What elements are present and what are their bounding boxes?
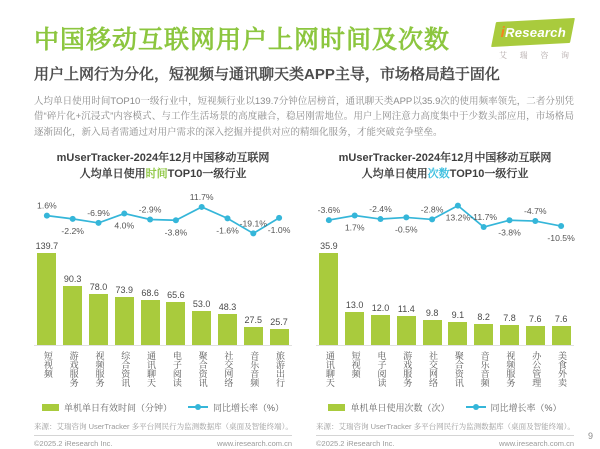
chart-panel-usage-count xyxy=(316,151,574,448)
logo-cn-char: 询 xyxy=(560,51,569,60)
bar-column xyxy=(471,312,497,345)
bar-value-label: 68.6 xyxy=(141,288,159,299)
bar xyxy=(448,322,467,345)
category-label-text: 办公管理 xyxy=(531,351,542,388)
chart-title xyxy=(316,151,574,182)
bar-value-label: 9.1 xyxy=(451,310,465,321)
bar-column xyxy=(189,299,215,346)
chart-title-line2-suffix: TOP10一级行业 xyxy=(167,167,247,180)
line-value-label: 1.6% xyxy=(37,201,57,212)
chart-footer xyxy=(34,435,292,448)
category-label xyxy=(111,351,137,398)
category-label-text: 视频服务 xyxy=(94,351,105,388)
line-value-label: -2.2% xyxy=(61,226,85,237)
copyright: ©2025.2 iResearch Inc. xyxy=(34,439,113,449)
category-label xyxy=(342,351,368,398)
page-title: 中国移动互联网用户上网时间及次数 xyxy=(34,26,451,54)
legend-bar-swatch xyxy=(42,404,59,411)
line-point xyxy=(70,216,76,222)
chart-title-line2-suffix: TOP10一级行业 xyxy=(449,167,529,180)
page-number: 9 xyxy=(587,431,593,441)
legend xyxy=(34,401,292,414)
category-label-text: 通讯聊天 xyxy=(324,351,335,388)
bar xyxy=(192,311,211,346)
category-label xyxy=(471,351,497,398)
logo-chinese-name xyxy=(494,50,574,61)
line-value-label: -2.9% xyxy=(138,204,162,215)
chart-title-highlight: 次数 xyxy=(427,167,450,180)
category-label xyxy=(163,351,189,398)
iresearch-logo-mark xyxy=(491,18,575,47)
bar xyxy=(345,312,364,345)
logo-cn-char: 咨 xyxy=(540,51,549,60)
category-label-text: 聚合资讯 xyxy=(453,351,464,388)
legend-line-label: 同比增长率（%） xyxy=(490,403,562,414)
line-point xyxy=(326,218,332,224)
line-point xyxy=(377,217,383,223)
category-label xyxy=(548,351,574,398)
bar-value-label: 53.0 xyxy=(192,298,211,309)
chart-title-line1: mUserTracker-2024年12月中国移动互联网 xyxy=(56,152,270,165)
bar-column xyxy=(163,290,189,345)
bar-column xyxy=(316,241,342,345)
bar xyxy=(141,300,160,345)
category-label-text: 电子阅读 xyxy=(376,351,387,388)
growth-line-chart xyxy=(34,186,292,240)
bar-column xyxy=(522,314,548,346)
chart-title-highlight: 时间 xyxy=(145,167,168,180)
legend-line-swatch xyxy=(466,406,486,408)
category-label-text: 通讯聊天 xyxy=(146,351,157,388)
bar xyxy=(371,315,390,346)
line-point xyxy=(147,217,153,223)
line-value-label: -2.8% xyxy=(420,204,444,215)
category-label-text: 音乐音频 xyxy=(479,351,490,388)
category-label-text: 音乐音频 xyxy=(249,351,260,388)
source-note: 来源：艾瑞咨询 UserTracker 多平台网民行为监测数据库（桌面及智能终端）。 xyxy=(34,422,293,432)
category-label-text: 社交网络 xyxy=(428,351,439,388)
legend-bar-label: 单机单日有效时间（分钟） xyxy=(63,403,172,414)
summary-paragraph: 人均单日使用时间TOP10一级行业中，短视频行业以139.7分钟位居榜首，通讯聊天类APP以35.9次的使用频率领先，二者分别凭借“碎片化+沉浸式”内容模式、与工作生活场景的高度融合，稳居刚需地位。用户上网注意力高度集中于少数头部应用，市场格局逐渐固化，新入局者需通过对用户需求的深入挖掘并提供对应的精细化服务，才能突破竞争壁垒。 xyxy=(34,96,574,138)
bar-value-label: 139.7 xyxy=(35,241,59,252)
bar-value-label: 8.2 xyxy=(477,312,490,323)
legend-bar-swatch xyxy=(328,404,345,411)
line-value-label: 1.7% xyxy=(344,223,365,233)
category-label xyxy=(86,351,112,398)
line-value-label: -10.5% xyxy=(547,233,575,244)
line-point xyxy=(506,218,512,224)
bar-value-label: 27.5 xyxy=(244,315,263,326)
iresearch-logo xyxy=(494,20,574,61)
growth-line-chart xyxy=(316,186,575,244)
category-label xyxy=(368,351,394,398)
website-url: www.iresearch.com.cn xyxy=(498,439,574,449)
line-point xyxy=(199,204,205,210)
line-point xyxy=(95,220,101,226)
line-point xyxy=(455,203,461,209)
bar-column xyxy=(60,274,86,346)
chart-footer xyxy=(316,435,574,448)
bar-column xyxy=(137,288,163,345)
bar xyxy=(166,302,185,345)
bar-column xyxy=(497,313,523,345)
chart-title-line1: mUserTracker-2024年12月中国移动互联网 xyxy=(338,152,552,165)
category-label xyxy=(497,351,523,398)
category-label-text: 电子阅读 xyxy=(171,351,182,388)
bar-value-label: 35.9 xyxy=(320,241,338,252)
category-label xyxy=(34,351,60,398)
bar-column xyxy=(368,303,394,346)
bar-column xyxy=(240,315,266,345)
bar xyxy=(115,297,134,346)
line-value-label: -3.8% xyxy=(164,227,188,238)
line-value-label: -19.1% xyxy=(239,218,268,229)
bar-value-label: 11.4 xyxy=(397,304,415,315)
bar xyxy=(423,320,442,345)
copyright: ©2025.2 iResearch Inc. xyxy=(316,439,395,449)
bar-value-label: 7.6 xyxy=(529,313,542,324)
category-label xyxy=(266,351,292,398)
bar xyxy=(270,329,289,346)
line-point xyxy=(352,213,358,219)
bar xyxy=(474,324,493,345)
line-point xyxy=(532,218,538,224)
bar-value-label: 65.6 xyxy=(167,290,185,301)
category-label-text: 游戏服务 xyxy=(68,351,79,388)
line-value-label: -11.7% xyxy=(470,212,498,223)
line-point xyxy=(121,211,127,217)
bar xyxy=(63,286,82,346)
line-point xyxy=(558,223,564,229)
bar-chart xyxy=(316,240,574,346)
category-label-text: 聚合资讯 xyxy=(197,351,208,388)
line-value-label: 13.2% xyxy=(445,213,471,224)
category-label xyxy=(316,351,342,398)
category-label-text: 短视频 xyxy=(350,351,361,379)
bar-column xyxy=(445,310,471,345)
bar-column xyxy=(393,304,419,345)
category-label xyxy=(189,351,215,398)
bar-value-label: 7.6 xyxy=(554,313,568,324)
bar xyxy=(397,316,416,345)
bar-value-label: 7.8 xyxy=(503,313,516,324)
line-value-label: -2.4% xyxy=(369,204,392,215)
line-point xyxy=(429,217,435,223)
category-label xyxy=(215,351,241,398)
line-value-label: 11.7% xyxy=(189,192,214,203)
category-label xyxy=(393,351,419,398)
line-point xyxy=(481,225,487,231)
logo-cn-char: 艾 xyxy=(499,51,507,60)
chart-title-line2-prefix: 人均单日使用 xyxy=(79,167,146,180)
bar-column xyxy=(266,317,292,346)
line-value-label: -1.0% xyxy=(267,225,291,236)
category-label-text: 视频服务 xyxy=(505,351,516,388)
category-label-text: 旅游出行 xyxy=(275,351,286,388)
chart-title-line2-prefix: 人均单日使用 xyxy=(361,167,428,180)
category-axis xyxy=(34,351,292,398)
bar xyxy=(526,326,545,346)
line-point xyxy=(250,231,256,237)
bar xyxy=(319,253,338,345)
category-label-text: 短视频 xyxy=(42,351,53,379)
line-point xyxy=(403,215,409,221)
category-label xyxy=(522,351,548,398)
category-label-text: 综合资讯 xyxy=(120,351,131,388)
bar-column xyxy=(419,308,445,345)
line-value-label: -4.7% xyxy=(523,206,547,217)
bar-value-label: 9.8 xyxy=(425,308,439,319)
bar xyxy=(500,325,519,345)
logo-text: Research xyxy=(504,25,566,40)
category-label-text: 美食外卖 xyxy=(557,351,568,388)
bar-column xyxy=(342,300,368,345)
category-axis xyxy=(316,351,574,398)
chart-panel-usage-time xyxy=(34,151,292,448)
line-value-label: 4.0% xyxy=(114,221,135,232)
logo-cn-char: 瑞 xyxy=(519,51,528,60)
bar-value-label: 90.3 xyxy=(63,273,82,284)
bar-value-label: 78.0 xyxy=(89,282,108,293)
line-point xyxy=(276,215,282,221)
charts-row xyxy=(34,151,574,448)
bar xyxy=(244,327,263,345)
line-point xyxy=(173,218,179,224)
legend xyxy=(316,401,574,414)
legend-line-label: 同比增长率（%） xyxy=(213,403,285,414)
bar-chart xyxy=(34,240,292,346)
bar-value-label: 73.9 xyxy=(115,284,134,295)
line-point xyxy=(224,216,230,222)
bar xyxy=(37,253,56,345)
chart-title xyxy=(34,151,292,182)
line-value-label: -3.8% xyxy=(498,227,521,238)
bar-column xyxy=(86,282,112,345)
bar-column xyxy=(111,285,137,346)
bar xyxy=(552,326,571,346)
bar-column xyxy=(34,241,60,345)
category-label-text: 游戏服务 xyxy=(402,351,413,388)
line-value-label: -6.9% xyxy=(87,208,110,219)
bar-value-label: 25.7 xyxy=(270,316,288,327)
header xyxy=(34,20,574,84)
bar-value-label: 13.0 xyxy=(345,300,364,311)
bar-column xyxy=(548,314,574,346)
line-value-label: -1.6% xyxy=(216,225,239,236)
website-url: www.iresearch.com.cn xyxy=(216,439,292,449)
source-note: 来源：艾瑞咨询 UserTracker 多平台网民行为监测数据库（桌面及智能终端）。 xyxy=(316,422,575,432)
line-point xyxy=(44,213,50,219)
logo-i: i xyxy=(500,24,505,41)
line-value-label: -3.6% xyxy=(317,205,341,216)
category-label xyxy=(419,351,445,398)
subtitle: 用户上网行为分化，短视频与通讯聊天类APP主导，市场格局趋于固化 xyxy=(34,66,500,83)
legend-bar-label: 单机单日使用次数（次） xyxy=(350,403,450,414)
bar-value-label: 12.0 xyxy=(371,302,390,313)
line-value-label: -0.5% xyxy=(394,224,418,235)
bar-value-label: 48.3 xyxy=(218,301,237,312)
bar xyxy=(218,314,237,346)
bar xyxy=(89,294,108,345)
category-label xyxy=(137,351,163,398)
bar-column xyxy=(215,302,241,346)
category-label xyxy=(60,351,86,398)
category-label xyxy=(240,351,266,398)
category-label xyxy=(445,351,471,398)
category-label-text: 社交网络 xyxy=(223,351,234,388)
legend-line-swatch xyxy=(188,406,208,408)
